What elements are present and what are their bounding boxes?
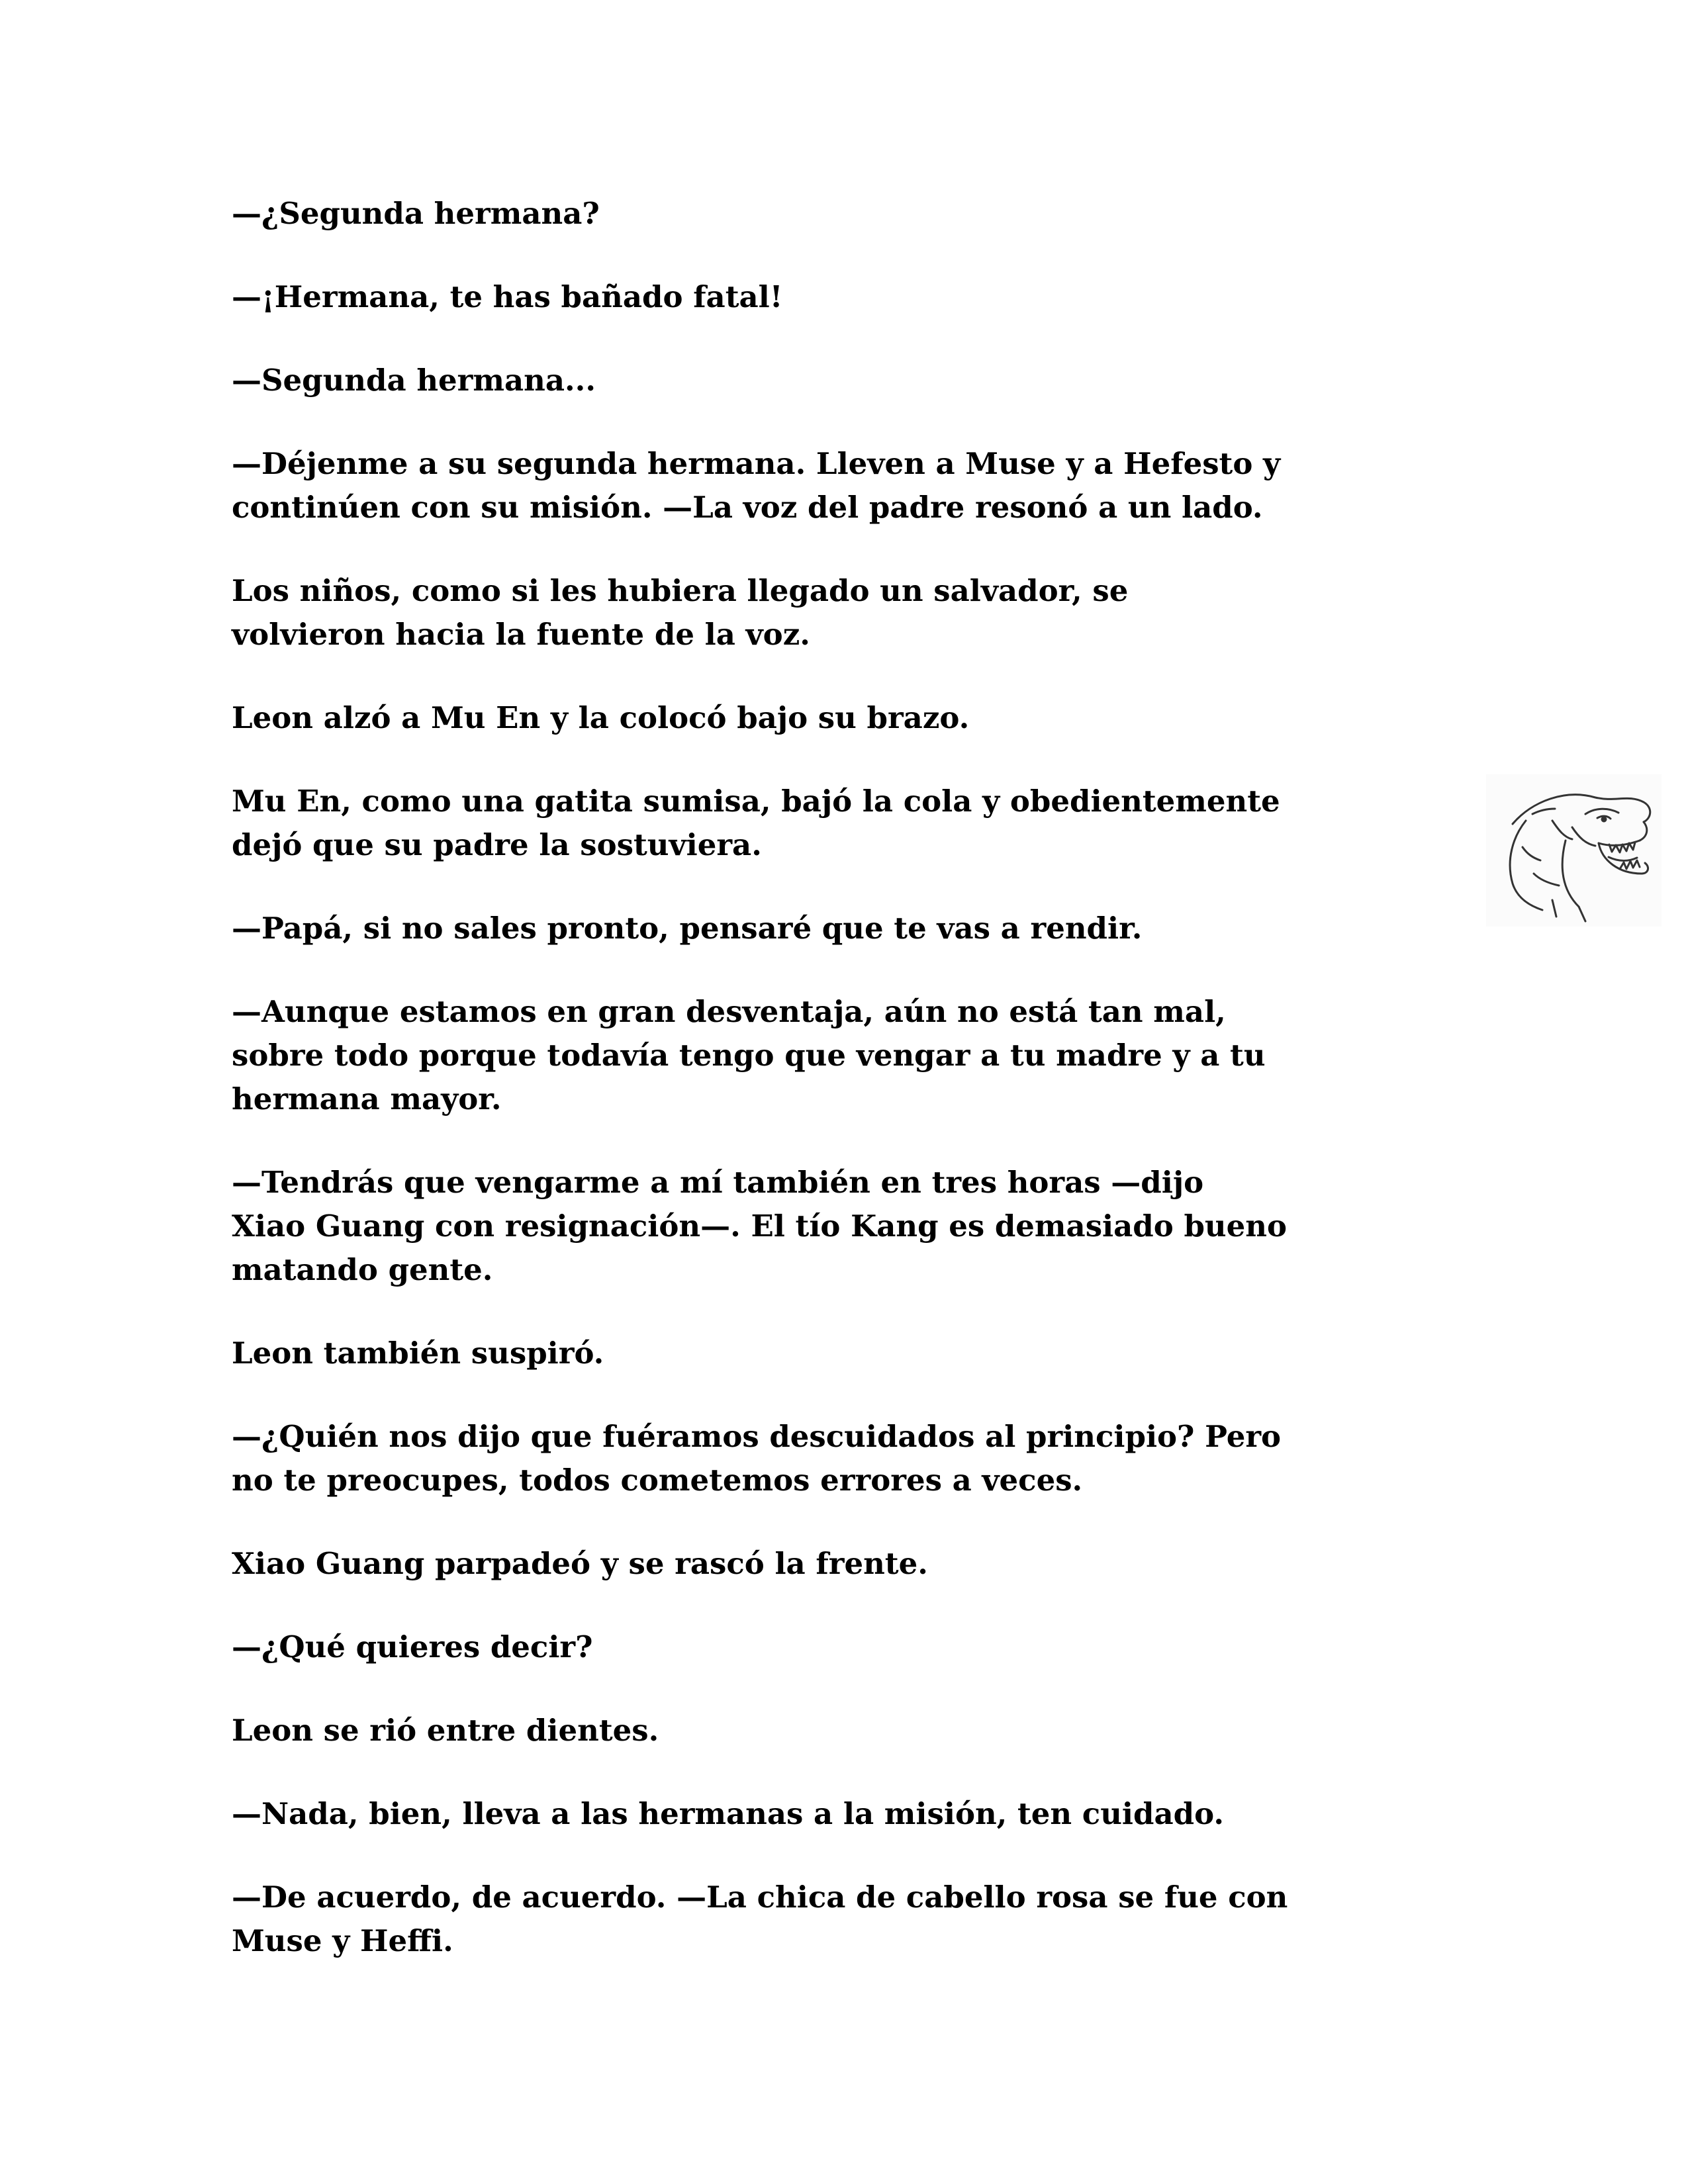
text-line: continúen con su misión. —La voz del padre resonó a un lado.: [232, 490, 1263, 525]
paragraph-4: [232, 442, 1489, 529]
paragraph-12: [232, 1415, 1489, 1502]
text-line: —Aunque estamos en gran desventaja, aún no está tan mal,: [232, 994, 1226, 1029]
paragraph-11: [232, 1332, 1489, 1375]
paragraph-10: [232, 1161, 1489, 1292]
paragraph-13: [232, 1542, 1489, 1586]
text-line: Muse y Heffi.: [232, 1923, 453, 1958]
text-line: Leon también suspiró.: [232, 1336, 604, 1371]
story-text: [232, 192, 1489, 2003]
text-line: Leon se rió entre dientes.: [232, 1713, 659, 1748]
text-line: Xiao Guang con resignación—. El tío Kang es demasiado bueno: [232, 1208, 1287, 1244]
paragraph-9: [232, 990, 1489, 1121]
text-line: —Segunda hermana...: [232, 363, 596, 398]
text-line: —De acuerdo, de acuerdo. —La chica de cabello rosa se fue con: [232, 1880, 1288, 1915]
text-line: —¿Qué quieres decir?: [232, 1629, 593, 1664]
paragraph-16: [232, 1792, 1489, 1836]
text-line: Leon alzó a Mu En y la colocó bajo su brazo.: [232, 700, 970, 735]
text-line: —Papá, si no sales pronto, pensaré que te vas a rendir.: [232, 911, 1143, 946]
paragraph-8: [232, 907, 1489, 950]
paragraph-14: [232, 1625, 1489, 1669]
text-line: —Nada, bien, lleva a las hermanas a la misión, ten cuidado.: [232, 1796, 1224, 1831]
text-line: hermana mayor.: [232, 1081, 502, 1116]
text-line: Xiao Guang parpadeó y se rascó la frente.: [232, 1546, 928, 1581]
text-line: sobre todo porque todavía tengo que vengar a tu madre y a tu: [232, 1038, 1266, 1073]
paragraph-17: [232, 1876, 1489, 1963]
text-line: no te preocupes, todos cometemos errores a veces.: [232, 1463, 1083, 1498]
text-line: volvieron hacia la fuente de la voz.: [232, 617, 810, 652]
paragraph-1: [232, 192, 1489, 236]
paragraph-3: [232, 359, 1489, 402]
paragraph-5: [232, 569, 1489, 657]
paragraph-15: [232, 1709, 1489, 1752]
text-line: dejó que su padre la sostuviera.: [232, 827, 762, 862]
text-line: —¡Hermana, te has bañado fatal!: [232, 279, 783, 314]
text-line: Los niños, como si les hubiera llegado un salvador, se: [232, 573, 1129, 608]
text-line: —Tendrás que vengarme a mí también en tres horas —dijo: [232, 1165, 1204, 1200]
text-line: —¿Segunda hermana?: [232, 196, 600, 231]
paragraph-2: [232, 275, 1489, 319]
text-line: Mu En, como una gatita sumisa, bajó la cola y obedientemente: [232, 784, 1280, 819]
text-line: matando gente.: [232, 1252, 493, 1287]
paragraph-6: [232, 696, 1489, 740]
text-line: —¿Quién nos dijo que fuéramos descuidados al principio? Pero: [232, 1419, 1282, 1454]
text-line: —Déjenme a su segunda hermana. Lleven a Muse y a Hefesto y: [232, 446, 1281, 481]
paragraph-7: [232, 780, 1489, 867]
dinosaur-sketch-icon: [1486, 774, 1662, 927]
